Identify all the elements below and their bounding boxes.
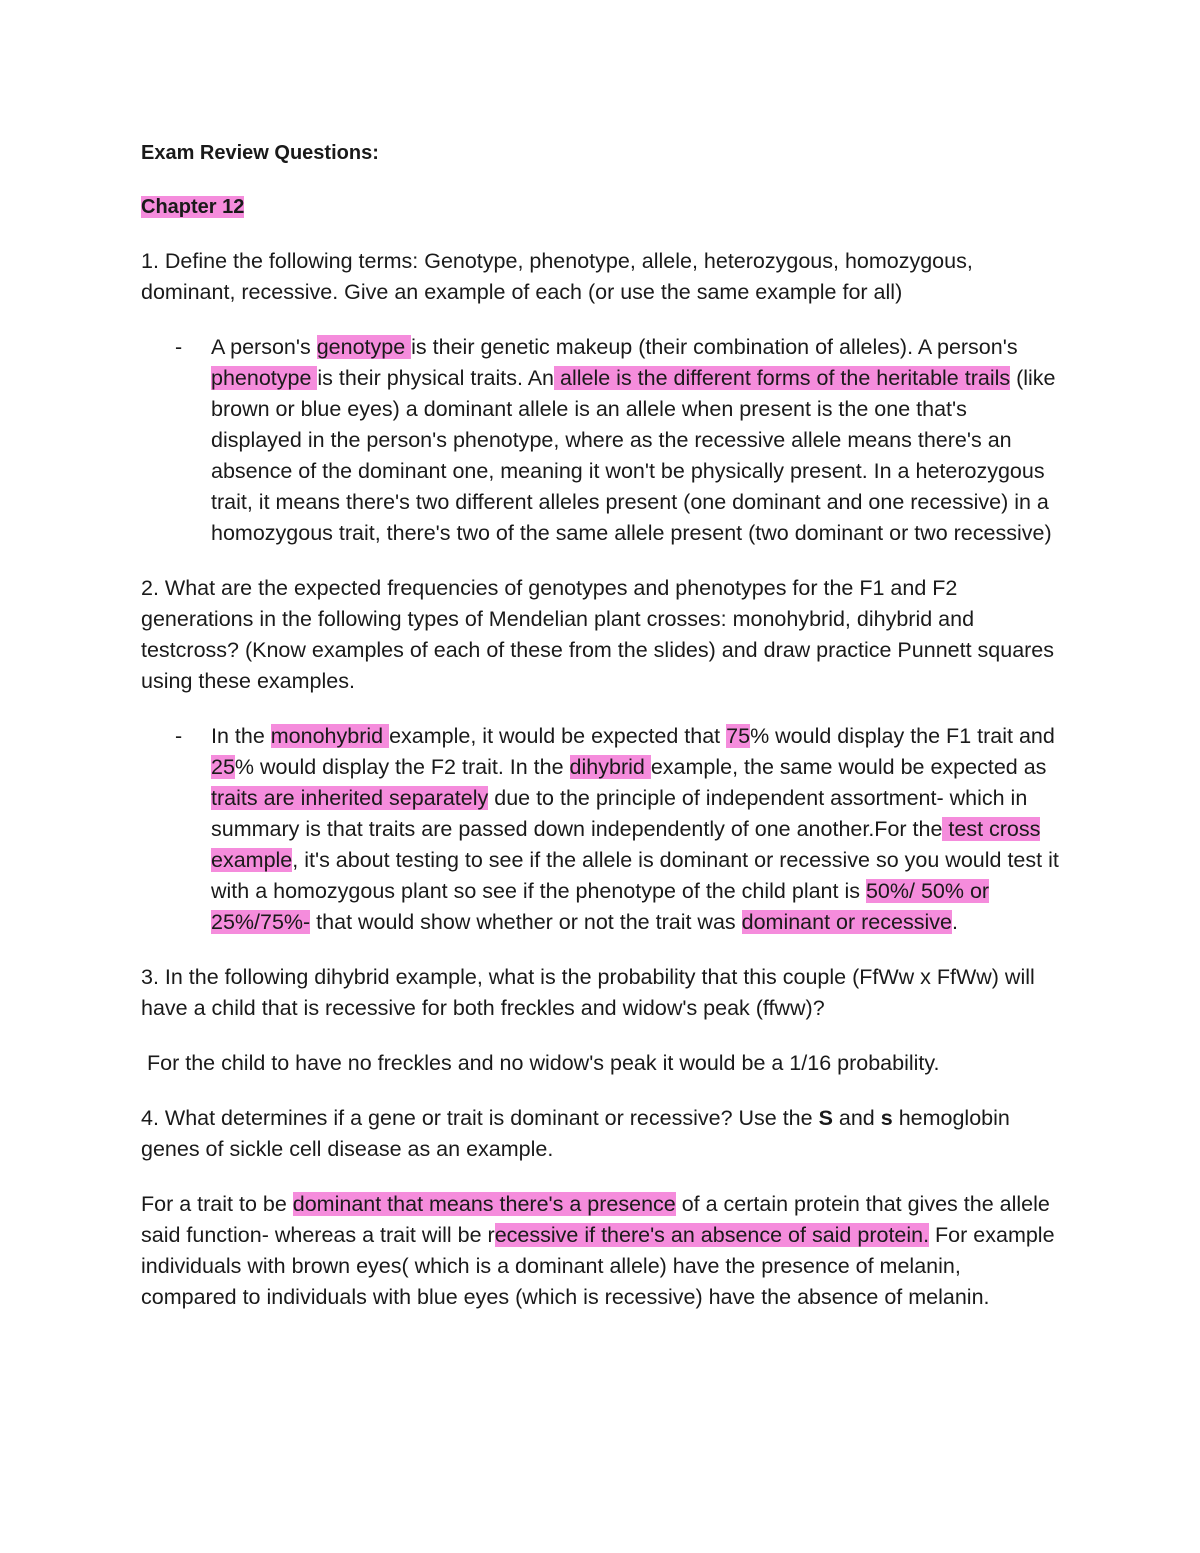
highlight-dominant-presence: dominant that means there's a presence xyxy=(292,1192,676,1216)
answer-text: In the xyxy=(211,724,271,748)
answer-2 xyxy=(141,721,1061,938)
answer-text: example, the same would be expected as xyxy=(650,755,1047,779)
answer-text: is their genetic makeup (their combination of alleles). A person's xyxy=(411,335,1018,359)
highlight-test-cross: test cross example xyxy=(211,817,1041,872)
highlight-traits-separately: traits are inherited separately xyxy=(211,786,489,810)
question-1: 1. Define the following terms: Genotype, phenotype, allele, heterozygous, homozygous, dominant, recessive. Give an example of each (or use the same example for all) xyxy=(141,249,973,304)
question-text: hemoglobin genes of sickle cell disease as an example. xyxy=(141,1106,1010,1161)
document-page xyxy=(141,138,1061,1337)
answer-text: , it's about testing to see if the allele is dominant or recessive so you would test it with a homozygous plant so see if the phenotype of the child plant is xyxy=(211,848,1059,903)
answer-3: For the child to have no freckles and no widow's peak it would be a 1/16 probability. xyxy=(147,1051,940,1075)
highlight-allele: allele is the different forms of the heritable trails xyxy=(554,366,1011,390)
bullet-dash: - xyxy=(175,724,183,748)
bullet-dash: - xyxy=(175,335,183,359)
question-2: 2. What are the expected frequencies of genotypes and phenotypes for the F1 and F2 generations in the following types of Mendelian plant crosses: monohybrid, dihybrid and testcross? (Know examples of each of these from the slides) and draw practice Punnett squares using these examples. xyxy=(141,576,1055,693)
answer-text: of a certain protein that gives the allele said function- whereas a trait will be r xyxy=(141,1192,1050,1247)
answer-4 xyxy=(141,1189,1061,1313)
answer-text: A person's xyxy=(211,335,317,359)
document-title: Exam Review Questions: xyxy=(141,142,379,164)
question-3: 3. In the following dihybrid example, what is the probability that this couple (FfWw x FfWw) will have a child that is recessive for both freckles and widow's peak (ffww)? xyxy=(141,965,1035,1020)
highlight-dominant-recessive: dominant or recessive xyxy=(741,910,952,934)
answer-1 xyxy=(141,332,1061,549)
question-4 xyxy=(141,1103,1061,1165)
answer-text: (like brown or blue eyes) a dominant allele is an allele when present is the one that's displayed in the person's phenotype, where as the recessive allele means there's an absence of the dominant one, meaning it won't be physically present. In a heterozygous trait, it means there's two different alleles present (one dominant and one recessive) in a homozygous trait, there's two of the same allele present (two dominant or two recessive) xyxy=(211,366,1056,545)
highlight-recessive-absence: ecessive if there's an absence of said protein. xyxy=(494,1223,930,1247)
answer-text: is their physical traits. An xyxy=(317,366,555,390)
answer-text: % would display the F2 trait. In the xyxy=(234,755,570,779)
highlight-25: 25 xyxy=(211,755,235,779)
bold-S: S xyxy=(818,1106,833,1130)
highlight-genotype: genotype xyxy=(316,335,412,359)
highlight-monohybrid: monohybrid xyxy=(270,724,390,748)
answer-text: For example individuals with brown eyes( which is a dominant allele) have the presence of melanin, compared to individuals with blue eyes (which is recessive) have the absence of melanin. xyxy=(141,1223,1055,1309)
answer-text: . xyxy=(951,910,958,934)
answer-text: For a trait to be xyxy=(141,1192,293,1216)
highlight-phenotype: phenotype xyxy=(211,366,318,390)
highlight-ratios: 50%/ 50% or 25%/75%- xyxy=(211,879,990,934)
highlight-dihybrid: dihybrid xyxy=(569,755,651,779)
answer-text: due to the principle of independent assortment- which in summary is that traits are passed down independently of one another.For the xyxy=(211,786,1028,841)
answer-text: % would display the F1 trait and xyxy=(750,724,1055,748)
question-text: 4. What determines if a gene or trait is dominant or recessive? Use the xyxy=(141,1106,819,1130)
bold-s: s xyxy=(880,1106,893,1130)
answer-text: that would show whether or not the trait was xyxy=(310,910,742,934)
chapter-highlight: Chapter 12 xyxy=(141,196,245,218)
answer-text: example, it would be expected that xyxy=(389,724,727,748)
highlight-75: 75 xyxy=(726,724,751,748)
question-text: and xyxy=(832,1106,881,1130)
chapter-heading xyxy=(141,192,1061,223)
